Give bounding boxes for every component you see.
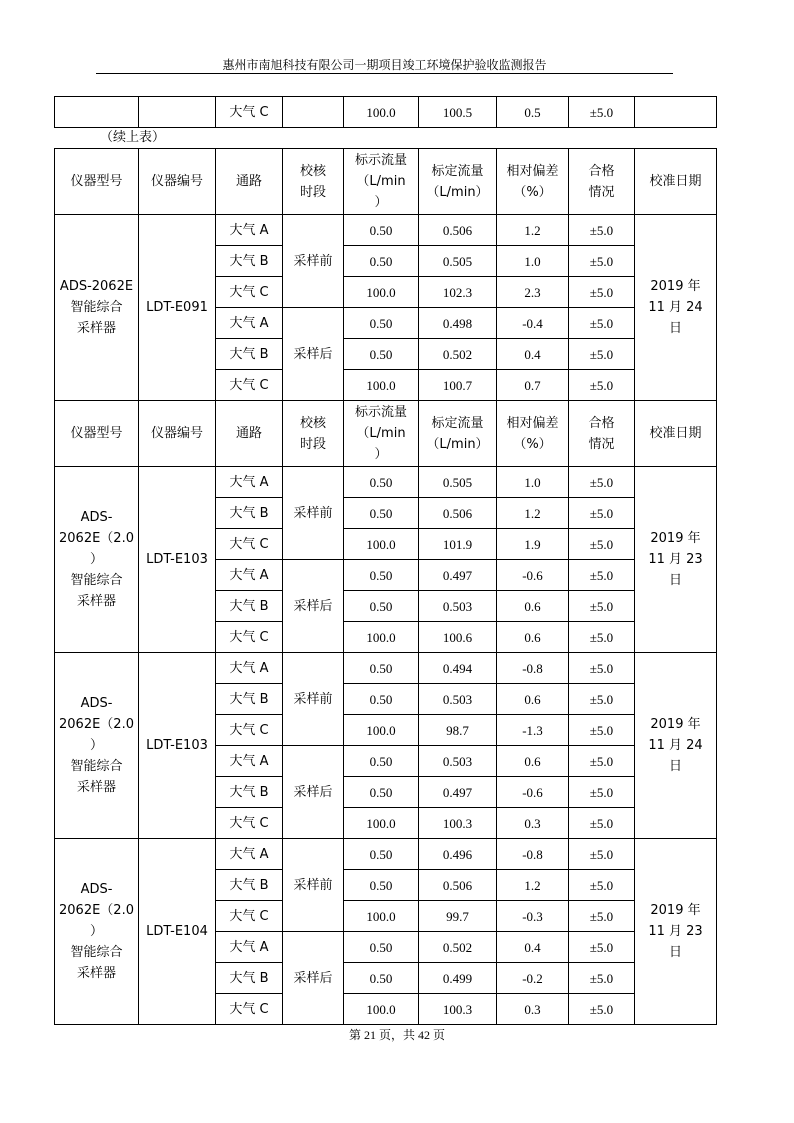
tolerance-cell: ±5.0 [569,963,635,994]
indicated-flow-cell: 0.50 [344,932,419,963]
calibrated-flow-cell: 0.496 [419,839,497,870]
channel-cell: 大气 C [216,370,283,401]
deviation-cell: 0.5 [497,97,569,128]
deviation-cell: 1.0 [497,246,569,277]
header-indicated-flow: 标示流量 （L/min ） [344,149,419,215]
instrument-model-cell: ADS- 2062E（2.0 ） 智能综合 采样器 [55,653,139,839]
channel-cell: 大气 A [216,653,283,684]
stage-cell: 采样前 [283,215,344,308]
channel-cell: 大气 C [216,901,283,932]
indicated-flow-cell: 0.50 [344,963,419,994]
channel-cell: 大气 B [216,684,283,715]
instrument-number-cell: LDT-E091 [139,215,216,401]
calibrated-flow-cell: 101.9 [419,529,497,560]
deviation-cell: -0.8 [497,653,569,684]
indicated-flow-cell: 100.0 [344,994,419,1025]
stage-cell: 采样后 [283,308,344,401]
tolerance-cell: ±5.0 [569,370,635,401]
header-number: 仪器编号 [139,401,216,467]
stage-cell: 采样后 [283,746,344,839]
tolerance-cell: ±5.0 [569,746,635,777]
header-qualified: 合格 情况 [569,401,635,467]
calibrated-flow-cell: 0.505 [419,467,497,498]
calibrated-flow-cell: 0.502 [419,932,497,963]
tolerance-cell: ±5.0 [569,870,635,901]
calibrated-flow-cell: 100.6 [419,622,497,653]
header-deviation: 相对偏差 （%） [497,401,569,467]
channel-cell: 大气 B [216,963,283,994]
tolerance-cell: ±5.0 [569,467,635,498]
channel-cell: 大气 C [216,715,283,746]
deviation-cell: 2.3 [497,277,569,308]
instrument-number-cell: LDT-E103 [139,467,216,653]
channel-cell: 大气 C [216,994,283,1025]
calibration-date-cell: 2019 年 11 月 24 日 [635,215,717,401]
channel-cell: 大气 A [216,560,283,591]
tolerance-cell: ±5.0 [569,808,635,839]
header-model: 仪器型号 [55,401,139,467]
calibrated-flow-cell: 0.503 [419,746,497,777]
instrument-model-cell: ADS- 2062E（2.0 ） 智能综合 采样器 [55,839,139,1025]
tolerance-cell: ±5.0 [569,591,635,622]
calibrated-flow-cell: 0.503 [419,591,497,622]
indicated-flow-cell: 0.50 [344,467,419,498]
tolerance-cell: ±5.0 [569,339,635,370]
calibrated-flow-cell: 100.7 [419,370,497,401]
channel-cell: 大气 A [216,932,283,963]
calibrated-flow-cell: 0.499 [419,963,497,994]
calibrated-flow-cell: 98.7 [419,715,497,746]
calibrated-flow-cell: 0.506 [419,498,497,529]
tolerance-cell: ±5.0 [569,308,635,339]
tolerance-cell: ±5.0 [569,215,635,246]
header-qualified: 合格 情况 [569,149,635,215]
indicated-flow-cell: 100.0 [344,370,419,401]
calibration-date-cell: 2019 年 11 月 23 日 [635,839,717,1025]
calibrated-flow-cell: 0.503 [419,684,497,715]
header-stage: 校核 时段 [283,149,344,215]
header-deviation: 相对偏差 （%） [497,149,569,215]
tolerance-cell: ±5.0 [569,932,635,963]
channel-cell: 大气 B [216,498,283,529]
deviation-cell: 0.6 [497,591,569,622]
calibrated-flow-cell: 0.497 [419,777,497,808]
tolerance-cell: ±5.0 [569,246,635,277]
channel-cell: 大气 A [216,839,283,870]
channel-cell: 大气 C [216,277,283,308]
header-date: 校准日期 [635,149,717,215]
header-date: 校准日期 [635,401,717,467]
deviation-cell: 0.6 [497,622,569,653]
calibrated-flow-cell: 100.5 [419,97,497,128]
table-row [55,839,717,870]
indicated-flow-cell: 0.50 [344,339,419,370]
deviation-cell: -0.2 [497,963,569,994]
channel-cell: 大气 C [216,97,283,128]
tolerance-cell: ±5.0 [569,529,635,560]
tolerance-cell: ±5.0 [569,994,635,1025]
table-row [55,97,717,128]
channel-cell: 大气 C [216,808,283,839]
indicated-flow-cell: 0.50 [344,215,419,246]
header-number: 仪器编号 [139,149,216,215]
deviation-cell: 1.2 [497,870,569,901]
indicated-flow-cell: 100.0 [344,97,419,128]
header-calibrated-flow: 标定流量 （L/min） [419,149,497,215]
deviation-cell: -0.6 [497,777,569,808]
column-header-row [55,149,717,215]
header-stage: 校核 时段 [283,401,344,467]
stage-cell: 采样后 [283,560,344,653]
instrument-number-cell: LDT-E103 [139,653,216,839]
page-footer: 第 21 页，共 42 页 [348,1028,445,1042]
indicated-flow-cell: 100.0 [344,529,419,560]
indicated-flow-cell: 0.50 [344,777,419,808]
header-channel: 通路 [216,149,283,215]
tolerance-cell: ±5.0 [569,653,635,684]
calibration-table [54,148,717,1025]
tolerance-cell: ±5.0 [569,684,635,715]
deviation-cell: 1.0 [497,467,569,498]
calibrated-flow-cell: 0.506 [419,215,497,246]
calibrated-flow-cell: 100.3 [419,994,497,1025]
instrument-model-cell: ADS-2062E 智能综合 采样器 [55,215,139,401]
deviation-cell: -1.3 [497,715,569,746]
tolerance-cell: ±5.0 [569,498,635,529]
page-header: 惠州市南旭科技有限公司一期项目竣工环境保护验收监测报告 [96,58,673,74]
deviation-cell: 0.6 [497,746,569,777]
tolerance-cell: ±5.0 [569,777,635,808]
indicated-flow-cell: 100.0 [344,277,419,308]
indicated-flow-cell: 100.0 [344,715,419,746]
channel-cell: 大气 C [216,529,283,560]
calibrated-flow-cell: 0.498 [419,308,497,339]
calibration-date-cell: 2019 年 11 月 23 日 [635,467,717,653]
channel-cell: 大气 A [216,215,283,246]
table-row [55,215,717,246]
indicated-flow-cell: 0.50 [344,498,419,529]
stage-cell: 采样前 [283,839,344,932]
previous-table-fragment [54,96,717,128]
indicated-flow-cell: 100.0 [344,901,419,932]
deviation-cell: -0.6 [497,560,569,591]
calibrated-flow-cell: 0.497 [419,560,497,591]
channel-cell: 大气 A [216,308,283,339]
channel-cell: 大气 A [216,746,283,777]
calibrated-flow-cell: 0.505 [419,246,497,277]
tolerance-cell: ±5.0 [569,622,635,653]
tolerance-cell: ±5.0 [569,97,635,128]
header-indicated-flow: 标示流量 （L/min ） [344,401,419,467]
channel-cell: 大气 B [216,777,283,808]
deviation-cell: 0.4 [497,932,569,963]
channel-cell: 大气 B [216,591,283,622]
deviation-cell: -0.3 [497,901,569,932]
deviation-cell: 1.2 [497,498,569,529]
indicated-flow-cell: 0.50 [344,653,419,684]
header-model: 仪器型号 [55,149,139,215]
instrument-model-cell: ADS- 2062E（2.0 ） 智能综合 采样器 [55,467,139,653]
deviation-cell: -0.8 [497,839,569,870]
indicated-flow-cell: 0.50 [344,870,419,901]
calibrated-flow-cell: 102.3 [419,277,497,308]
table-row [55,653,717,684]
column-header-row [55,401,717,467]
stage-cell: 采样前 [283,467,344,560]
deviation-cell: -0.4 [497,308,569,339]
channel-cell: 大气 B [216,339,283,370]
tolerance-cell: ±5.0 [569,839,635,870]
stage-cell: 采样前 [283,653,344,746]
deviation-cell: 0.3 [497,994,569,1025]
table-row [55,467,717,498]
calibrated-flow-cell: 0.502 [419,339,497,370]
indicated-flow-cell: 0.50 [344,839,419,870]
tolerance-cell: ±5.0 [569,277,635,308]
deviation-cell: 1.2 [497,215,569,246]
tolerance-cell: ±5.0 [569,560,635,591]
indicated-flow-cell: 0.50 [344,308,419,339]
calibration-date-cell: 2019 年 11 月 24 日 [635,653,717,839]
indicated-flow-cell: 0.50 [344,746,419,777]
channel-cell: 大气 B [216,870,283,901]
calibrated-flow-cell: 99.7 [419,901,497,932]
indicated-flow-cell: 0.50 [344,591,419,622]
indicated-flow-cell: 0.50 [344,246,419,277]
tolerance-cell: ±5.0 [569,715,635,746]
indicated-flow-cell: 0.50 [344,684,419,715]
header-calibrated-flow: 标定流量 （L/min） [419,401,497,467]
indicated-flow-cell: 0.50 [344,560,419,591]
calibrated-flow-cell: 100.3 [419,808,497,839]
tolerance-cell: ±5.0 [569,901,635,932]
deviation-cell: 0.7 [497,370,569,401]
deviation-cell: 1.9 [497,529,569,560]
indicated-flow-cell: 100.0 [344,808,419,839]
deviation-cell: 0.6 [497,684,569,715]
channel-cell: 大气 B [216,246,283,277]
calibrated-flow-cell: 0.506 [419,870,497,901]
deviation-cell: 0.3 [497,808,569,839]
indicated-flow-cell: 100.0 [344,622,419,653]
continued-label: （续上表） [100,130,166,145]
channel-cell: 大气 A [216,467,283,498]
instrument-number-cell: LDT-E104 [139,839,216,1025]
calibrated-flow-cell: 0.494 [419,653,497,684]
header-channel: 通路 [216,401,283,467]
stage-cell: 采样后 [283,932,344,1025]
deviation-cell: 0.4 [497,339,569,370]
channel-cell: 大气 C [216,622,283,653]
